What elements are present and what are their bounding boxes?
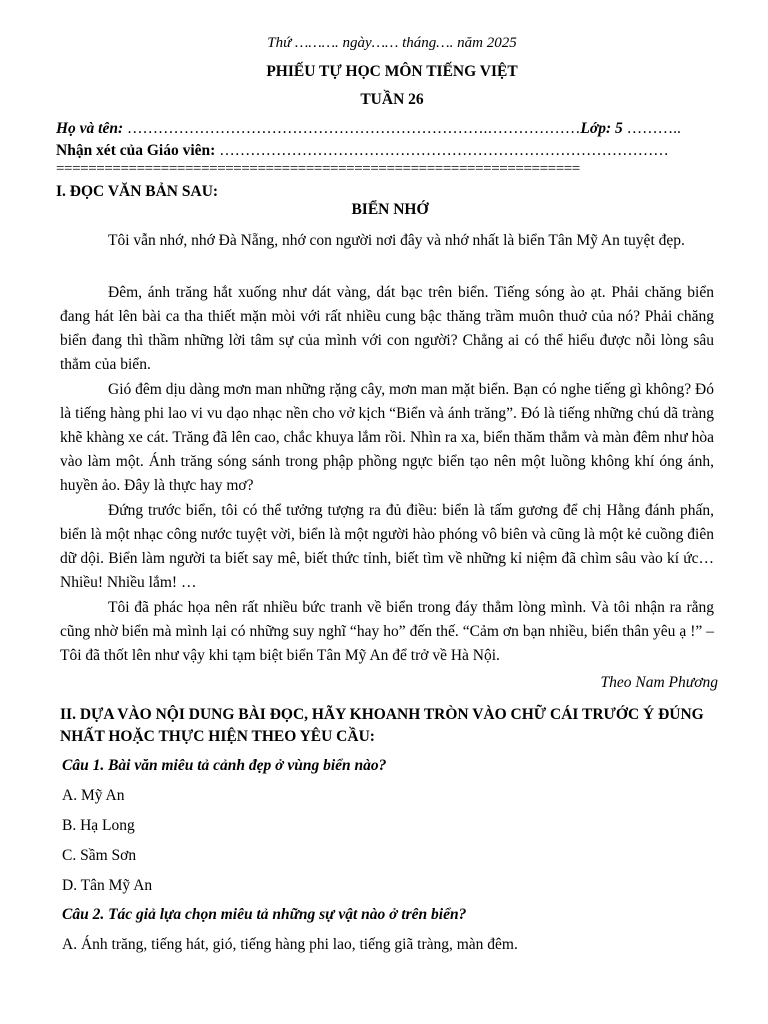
class-blank: ………..: [622, 120, 681, 137]
teacher-comment-label: Nhận xét của Giáo viên:: [56, 142, 216, 159]
section-1-heading: I. ĐỌC VĂN BẢN SAU:: [56, 183, 219, 200]
worksheet-title: PHIẾU TỰ HỌC MÔN TIẾNG VIỆT: [266, 63, 518, 80]
paragraph: Tôi đã phác họa nên rất nhiều bức tranh về biển trong đáy thẳm lòng mình. Và tôi nhận ra rằng cũng nhờ biển mà mình lại có những suy nghĩ “hay ho” đến thế. “Cảm ơn bạn nhiều, biển thân yêu ạ !” – Tôi đã thốt lên như vậy khi tạm biệt biển Tân Mỹ An để trở về Hà Nội.: [60, 599, 714, 664]
paragraph: Gió đêm dịu dàng mơn man những rặng cây, mơn man mặt biển. Bạn có nghe tiếng gì không? Đó là tiếng hàng phi lao vi vu dạo nhạc nền cho vở kịch “Biển và ánh trăng”. Đó là tiếng những chú dã tràng khẽ khàng xe cát. Trăng đã lên cao, chắc khuya lắm rồi. Nhìn ra xa, biển thăm thẳm và màn đêm như hòa vào làm một. Ánh trăng sóng sánh trong phập phồng ngực biển tạo nên một luồng không khí óng ánh, huyền ảo. Đây là thực hay mơ?: [60, 381, 714, 494]
paragraph: Tôi vẫn nhớ, nhớ Đà Nẵng, nhớ con người nơi đây và nhớ nhất là biển Tân Mỹ An tuyệt đẹp.: [108, 232, 685, 249]
date-line: Thứ ………. ngày…… tháng…. năm 2025: [267, 35, 517, 51]
teacher-comment-row: [56, 142, 718, 160]
paragraph: Đứng trước biển, tôi có thể tưởng tượng ra đủ điều: biển là tấm gương để chị Hằng đánh phấn, biển là một nhạc công nước tuyệt vời, biển là một người hào phóng vô biên và cũng là một kẻ cuồng điên dữ dội. Biển làm người ta biết say mê, biết thức tỉnh, biết tìm về những kỉ niệm đã chìm sâu vào kí ức… Nhiều! Nhiều lắm! …: [60, 502, 714, 591]
teacher-comment-blank: ……………………………………………………………………………: [215, 142, 669, 159]
author-credit: Theo Nam Phương: [600, 674, 718, 691]
story-title: BIỂN NHỚ: [351, 201, 429, 218]
week-label: TUẦN 26: [360, 91, 424, 108]
question-1: Câu 1. Bài văn miêu tả cảnh đẹp ở vùng biển nào?: [62, 757, 387, 774]
question-1-option-b[interactable]: B. Hạ Long: [62, 817, 135, 834]
separator-line: =================================================================: [56, 161, 580, 177]
section-2-heading: II. DỰA VÀO NỘI DUNG BÀI ĐỌC, HÃY KHOANH TRÒN VÀO CHỮ CÁI TRƯỚC Ý ĐÚNG NHẤT HOẶC THỰC HIỆN THEO YÊU CẦU:: [60, 706, 704, 745]
class-label: Lớp: 5: [580, 120, 623, 137]
student-name-blank: …………………………………………………………….………………: [123, 120, 581, 137]
student-name-row: [56, 120, 718, 138]
question-1-option-a[interactable]: A. Mỹ An: [62, 787, 125, 804]
question-1-option-d[interactable]: D. Tân Mỹ An: [62, 877, 153, 894]
student-name-label: Họ và tên:: [56, 120, 124, 137]
question-2: Câu 2. Tác giả lựa chọn miêu tả những sự vật nào ở trên biển?: [62, 906, 467, 923]
question-1-option-c[interactable]: C. Sầm Sơn: [62, 847, 137, 864]
paragraph: Đêm, ánh trăng hắt xuống như dát vàng, dát bạc trên biển. Tiếng sóng ào ạt. Phải chăng biển đang hát lên bài ca tha thiết mặn mòi với rất nhiều cung bậc thăng trầm muôn thuở của nó? Phải chăng biển đang thì thầm những lời tâm sự của mình với con người? Chẳng ai có thể hiểu được nỗi lòng sâu thẳm của biển.: [60, 284, 714, 373]
question-2-option-a[interactable]: A. Ánh trăng, tiếng hát, gió, tiếng hàng phi lao, tiếng giã tràng, màn đêm.: [62, 936, 518, 953]
